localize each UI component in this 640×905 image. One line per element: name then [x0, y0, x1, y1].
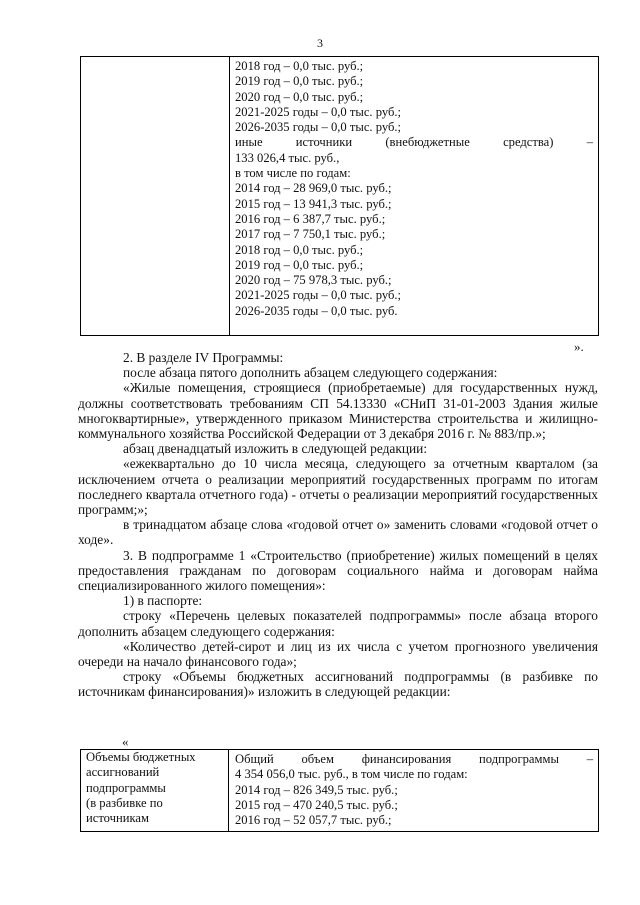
paragraph: «Жилые помещения, строящиеся (приобретаемые) для государственных нужд, должны соответствовать требованиям СП 54.13330 «СНиП 31-01-2003 Здания жилые многоквартирные», утвержденного приказом Министерства строительства и жилищно-коммунального хозяйства Российской Федерации от 3 декабря 2016 г. № 883/пр.»;: [78, 380, 598, 442]
paragraph: «ежеквартально до 10 числа месяца, следующего за отчетным кварталом (за исключением отчета о реализации мероприятий государственных программ по итогам последнего квартала отчетного года) - отчеты о реализации мероприятий государственных программ;»;: [78, 456, 598, 518]
word: –: [586, 135, 593, 150]
table-line: источникам: [86, 811, 149, 826]
paragraph: 2. В разделе IV Программы:: [123, 350, 284, 365]
table-line: 2015 год – 470 240,5 тыс. руб.;: [235, 797, 398, 812]
paragraph: после абзаца пятого дополнить абзацем следующего содержания:: [123, 365, 498, 381]
paragraph: в тринадцатом абзаце слова «годовой отчет о» заменить словами «годовой отчет о ходе».: [78, 517, 598, 548]
word: средства): [503, 135, 554, 150]
table-line: [86, 750, 228, 765]
word: Объемы бюджетных: [86, 750, 196, 764]
table-line: 2018 год – 0,0 тыс. руб.;: [235, 59, 364, 73]
word: объем: [301, 752, 334, 766]
word: подпрограммы: [479, 752, 559, 766]
table-line: 2015 год – 13 941,3 тыс. руб.;: [235, 196, 392, 211]
table-line: 2021-2025 годы – 0,0 тыс. руб.;: [235, 104, 402, 119]
table-line: 2014 год – 28 969,0 тыс. руб.;: [235, 181, 392, 196]
word: (внебюджетные: [385, 135, 470, 150]
document-body: [78, 350, 598, 700]
word: источники: [295, 135, 353, 150]
paragraph: строку «Объемы бюджетных ассигнований подпрограммы (в разбивке по источникам финансирования)» изложить в следующей редакции:: [78, 669, 598, 700]
table-left-cell: [81, 750, 229, 831]
word: финансирования: [361, 752, 452, 766]
table-line: 2016 год – 6 387,7 тыс. руб.;: [235, 211, 386, 226]
table-line: 2014 год – 826 349,5 тыс. руб.;: [235, 782, 398, 797]
paragraph: «Количество детей-сирот и лиц из их числа с учетом прогнозного увеличения очереди на начало финансового года»;: [78, 638, 598, 670]
table-line: подпрограммы: [86, 780, 166, 795]
table-line: 4 354 056,0 тыс. руб., в том числе по годам:: [235, 767, 468, 782]
word: Общий: [235, 752, 274, 766]
table-right-cell: [235, 59, 593, 319]
table-line: 2019 год – 0,0 тыс. руб.;: [235, 257, 364, 272]
table-line: 2018 год – 0,0 тыс. руб.;: [235, 242, 364, 257]
table-line: (в разбивке по: [86, 795, 163, 810]
table-line: 2021-2025 годы – 0,0 тыс. руб.;: [235, 288, 402, 303]
page-number: 3: [317, 36, 323, 50]
paragraph: строку «Перечень целевых показателей подпрограммы» после абзаца второго дополнить абзацем следующего содержания:: [78, 608, 598, 639]
paragraph: абзац двенадцатый изложить в следующей редакции:: [123, 441, 428, 457]
financing-table-continued: [80, 56, 599, 336]
paragraph: 3. В подпрограмме 1 «Строительство (приобретение) жилых помещений в целях предоставления гражданам по договорам социального найма и договорам найма специализированного жилого помещения»:: [78, 547, 598, 594]
table-line: 2020 год – 75 978,3 тыс. руб.;: [235, 273, 392, 288]
table-line: 2016 год – 52 057,7 тыс. руб.;: [235, 813, 392, 828]
table-left-cell: [81, 57, 230, 335]
other-sources-line: [235, 135, 593, 150]
opening-quote: «: [122, 734, 129, 749]
paragraph: 1) в паспорте:: [123, 593, 203, 609]
table-line: 2026-2035 годы – 0,0 тыс. руб.: [235, 303, 398, 318]
table-line: в том числе по годам:: [235, 166, 351, 181]
table-line: [235, 752, 593, 767]
word: иные: [235, 135, 263, 150]
table-line: 2017 год – 7 750,1 тыс. руб.;: [235, 227, 386, 242]
table-line: 2020 год – 0,0 тыс. руб.;: [235, 89, 364, 104]
table-line: 133 026,4 тыс. руб.,: [235, 150, 340, 165]
table-right-cell: [235, 752, 593, 828]
table-line: 2026-2035 годы – 0,0 тыс. руб.;: [235, 120, 402, 135]
word: –: [586, 752, 593, 766]
table-line: 2019 год – 0,0 тыс. руб.;: [235, 74, 364, 89]
table-line: ассигнований: [86, 765, 160, 780]
closing-quote: ».: [574, 339, 584, 354]
budget-allocation-table: [80, 749, 599, 832]
